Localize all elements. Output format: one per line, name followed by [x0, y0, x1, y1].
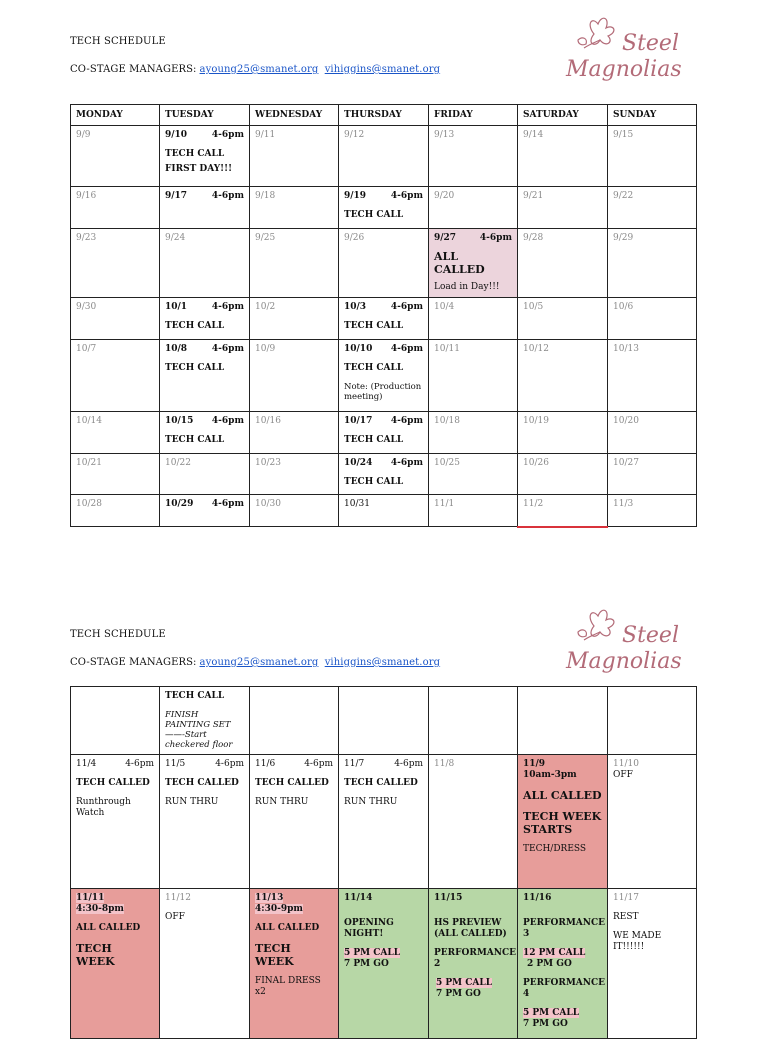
- note-label: REST: [613, 912, 639, 922]
- day-cell: [160, 495, 250, 527]
- go-time: 7 PM GO: [436, 989, 481, 999]
- schedule-table-2: [70, 686, 697, 1039]
- tech-week-label: TECH WEEK: [255, 942, 294, 968]
- day-cell: 10/26: [518, 454, 608, 495]
- email-link-1[interactable]: ayoung25@smanet.org: [199, 657, 319, 668]
- day-cell: [160, 889, 250, 1039]
- week-row: [71, 454, 697, 495]
- day-header: WEDNESDAY: [250, 105, 339, 126]
- day-cell-performance: [429, 889, 518, 1039]
- day-cell: 9/22: [608, 187, 697, 229]
- day-cell: 9/18: [250, 187, 339, 229]
- day-cell: 10/18: [429, 412, 518, 454]
- day-cell: 9/29: [608, 229, 697, 298]
- day-header: FRIDAY: [429, 105, 518, 126]
- day-cell: 10/5: [518, 298, 608, 340]
- note-label: OFF: [613, 770, 633, 780]
- day-cell-performance: [339, 889, 429, 1039]
- day-cell: 10/20: [608, 412, 697, 454]
- call-time: 5 PM CALL: [436, 978, 493, 988]
- week-row: [71, 229, 697, 298]
- day-cell: 9/14: [518, 126, 608, 187]
- day-cell: [339, 687, 429, 755]
- date-label: 10/17: [344, 416, 373, 426]
- time-label: 4:30-8pm: [76, 904, 124, 914]
- day-cell: 11/8: [429, 755, 518, 889]
- day-header: MONDAY: [71, 105, 160, 126]
- day-cell: 9/20: [429, 187, 518, 229]
- schedule-title: TECH SCHEDULE: [70, 36, 166, 47]
- call-label: TECH CALL: [165, 149, 225, 159]
- day-cell: 9/28: [518, 229, 608, 298]
- day-cell: 9/12: [339, 126, 429, 187]
- call-label: TECH CALL: [165, 363, 225, 373]
- managers-label: CO-STAGE MANAGERS:: [70, 657, 197, 668]
- date-label: 11/12: [165, 893, 191, 903]
- logo-text-steel: Steel: [622, 623, 679, 648]
- date-label: 10/1: [165, 302, 188, 312]
- time-label: 4-6pm: [211, 344, 244, 354]
- day-cell: [429, 687, 518, 755]
- call-label: TECH CALL: [344, 363, 404, 373]
- schedule-page-2: [0, 596, 768, 1029]
- note-label: RUN THRU: [344, 797, 398, 807]
- day-cell: [608, 755, 697, 889]
- date-label: 10/10: [344, 344, 373, 354]
- tech-week-label: TECH WEEK STARTS: [523, 810, 602, 836]
- day-cell: 10/7: [71, 340, 160, 412]
- note-label: Load in Day!!!: [434, 282, 500, 292]
- day-cell-performance: [518, 889, 608, 1039]
- day-cell: [339, 755, 429, 889]
- day-cell: 10/12: [518, 340, 608, 412]
- time-label: 4-6pm: [304, 759, 333, 769]
- date-label: 10/29: [165, 499, 194, 509]
- all-called-label: ALL CALLED: [255, 923, 320, 933]
- all-called-label: ALL CALLED: [523, 789, 602, 802]
- day-cell: 10/2: [250, 298, 339, 340]
- call-label: TECH CALL: [165, 691, 225, 701]
- logo-text-steel: Steel: [622, 31, 679, 56]
- all-called-label: ALL CALLED: [434, 250, 485, 276]
- time-label: 4-6pm: [390, 416, 423, 426]
- date-label: 11/5: [165, 759, 186, 769]
- day-cell: [160, 340, 250, 412]
- call-label: TECH CALL: [165, 435, 225, 445]
- day-cell: [518, 687, 608, 755]
- time-label: 4-6pm: [390, 344, 423, 354]
- date-label: 9/10: [165, 130, 188, 140]
- steel-magnolias-logo: [564, 10, 692, 90]
- day-cell: 10/6: [608, 298, 697, 340]
- note-label: RUN THRU: [165, 797, 219, 807]
- week-row: [71, 298, 697, 340]
- day-cell: [160, 755, 250, 889]
- day-cell: 9/25: [250, 229, 339, 298]
- time-label: 4-6pm: [390, 191, 423, 201]
- date-label: 11/14: [344, 893, 373, 903]
- note-label: FINISH PAINTING SET——-Start checkered floor: [165, 710, 233, 750]
- day-cell: [608, 687, 697, 755]
- day-cell: 9/13: [429, 126, 518, 187]
- time-label: 4:30-9pm: [255, 904, 303, 914]
- email-link-2[interactable]: vihiggins@smanet.org: [324, 657, 441, 668]
- day-cell: [71, 755, 160, 889]
- day-cell: [250, 755, 339, 889]
- time-label: 4-6pm: [211, 499, 244, 509]
- time-label: 4-6pm: [390, 458, 423, 468]
- day-cell: [160, 687, 250, 755]
- schedule-title: TECH SCHEDULE: [70, 629, 166, 640]
- day-header: THURSDAY: [339, 105, 429, 126]
- tech-week-label: TECH WEEK: [76, 942, 115, 968]
- date-label: 9/27: [434, 233, 457, 243]
- week-row: [71, 412, 697, 454]
- day-cell: [250, 687, 339, 755]
- date-label: 11/7: [344, 759, 365, 769]
- note-label: FIRST DAY!!!: [165, 164, 233, 174]
- managers-line: [70, 64, 440, 75]
- note-label: Note: (Production meeting): [344, 382, 422, 402]
- steel-magnolias-logo: [564, 602, 692, 682]
- day-cell: 10/21: [71, 454, 160, 495]
- day-header-row: [71, 105, 697, 126]
- call-label: TECH CALL: [344, 435, 404, 445]
- call-time: 5 PM CALL: [523, 1008, 580, 1018]
- day-cell: 11/2: [518, 495, 608, 527]
- time-label: 4-6pm: [211, 191, 244, 201]
- day-cell: [160, 126, 250, 187]
- call-label: TECH CALLED: [165, 778, 239, 788]
- day-cell: 10/28: [71, 495, 160, 527]
- week-row: [71, 340, 697, 412]
- day-cell: 9/9: [71, 126, 160, 187]
- managers-line: [70, 657, 440, 668]
- day-cell-highlight: [518, 755, 608, 889]
- call-label: TECH CALLED: [255, 778, 329, 788]
- date-label: 11/15: [434, 893, 463, 903]
- date-label: 9/17: [165, 191, 188, 201]
- day-cell: 10/16: [250, 412, 339, 454]
- note-label: WE MADE IT!!!!!!: [613, 931, 662, 952]
- day-cell: 11/1: [429, 495, 518, 527]
- day-cell-highlight: [71, 889, 160, 1039]
- day-cell: 9/11: [250, 126, 339, 187]
- day-cell-highlight: [250, 889, 339, 1039]
- date-label: 11/4: [76, 759, 97, 769]
- note-label: OFF: [165, 912, 185, 922]
- logo-text-magnolias: Magnolias: [566, 57, 682, 82]
- date-label: 11/10: [613, 759, 639, 769]
- time-label: 4-6pm: [390, 302, 423, 312]
- day-cell: 10/13: [608, 340, 697, 412]
- day-cell: 9/26: [339, 229, 429, 298]
- day-cell: [339, 187, 429, 229]
- time-label: 4-6pm: [211, 416, 244, 426]
- day-cell: 10/23: [250, 454, 339, 495]
- week-row: [71, 687, 697, 755]
- time-label: 4-6pm: [125, 759, 154, 769]
- day-cell: 10/27: [608, 454, 697, 495]
- day-header: SUNDAY: [608, 105, 697, 126]
- magnolia-flower-icon: [578, 18, 614, 48]
- week-row: [71, 126, 697, 187]
- day-cell: 9/15: [608, 126, 697, 187]
- note-label: RUN THRU: [255, 797, 309, 807]
- schedule-table-1: [70, 104, 697, 528]
- week-row: [71, 755, 697, 889]
- date-label: 10/3: [344, 302, 367, 312]
- day-cell: [608, 889, 697, 1039]
- performance-label: PERFORMANCE 4: [523, 978, 606, 999]
- call-time: 12 PM CALL: [523, 948, 586, 958]
- day-cell: [160, 412, 250, 454]
- go-time: 2 PM GO: [527, 959, 572, 969]
- day-cell: 10/4: [429, 298, 518, 340]
- date-label: 10/15: [165, 416, 194, 426]
- date-label: 11/6: [255, 759, 276, 769]
- go-time: 7 PM GO: [523, 1019, 568, 1029]
- day-cell: [339, 412, 429, 454]
- call-label: TECH CALL: [344, 210, 404, 220]
- date-label: 11/11: [76, 893, 105, 903]
- note-label: TECH/DRESS: [523, 844, 587, 854]
- time-label: 10am-3pm: [523, 770, 577, 780]
- go-time: 7 PM GO: [344, 959, 389, 969]
- day-cell: 10/22: [160, 454, 250, 495]
- day-header: SATURDAY: [518, 105, 608, 126]
- note-label: Runthrough Watch: [76, 797, 131, 818]
- day-cell: 10/30: [250, 495, 339, 527]
- date-label: 11/9: [523, 759, 546, 769]
- day-cell: 10/25: [429, 454, 518, 495]
- day-cell: [71, 687, 160, 755]
- performance-label: PERFORMANCE 2: [434, 948, 517, 969]
- note-label: FINAL DRESS x2: [255, 976, 321, 997]
- date-label: 10/8: [165, 344, 188, 354]
- opening-label: OPENING NIGHT!: [344, 918, 394, 939]
- day-cell: [339, 340, 429, 412]
- week-row: [71, 187, 697, 229]
- email-link-1[interactable]: ayoung25@smanet.org: [199, 64, 319, 75]
- date-label: 9/19: [344, 191, 367, 201]
- day-cell: 9/16: [71, 187, 160, 229]
- day-cell: 9/24: [160, 229, 250, 298]
- day-cell: [160, 187, 250, 229]
- time-label: 4-6pm: [211, 130, 244, 140]
- call-time: 5 PM CALL: [344, 948, 401, 958]
- date-label: 11/13: [255, 893, 284, 903]
- week-row: [71, 889, 697, 1039]
- day-cell-highlight: [429, 229, 518, 298]
- day-cell: 10/31: [339, 495, 429, 527]
- date-label: 11/16: [523, 893, 552, 903]
- call-label: TECH CALLED: [76, 778, 150, 788]
- day-cell: 11/3: [608, 495, 697, 527]
- email-link-2[interactable]: vihiggins@smanet.org: [324, 64, 441, 75]
- time-label: 4-6pm: [479, 233, 512, 243]
- day-cell: 10/11: [429, 340, 518, 412]
- time-label: 4-6pm: [215, 759, 244, 769]
- time-label: 4-6pm: [394, 759, 423, 769]
- day-cell: 9/30: [71, 298, 160, 340]
- day-cell: 9/23: [71, 229, 160, 298]
- week-row: [71, 495, 697, 527]
- date-label: 11/17: [613, 893, 639, 903]
- call-label: TECH CALL: [344, 321, 404, 331]
- day-cell: 10/9: [250, 340, 339, 412]
- date-label: 10/24: [344, 458, 373, 468]
- managers-label: CO-STAGE MANAGERS:: [70, 64, 197, 75]
- day-cell: 10/19: [518, 412, 608, 454]
- day-header: TUESDAY: [160, 105, 250, 126]
- day-cell: 10/14: [71, 412, 160, 454]
- call-label: TECH CALL: [344, 477, 404, 487]
- day-cell: [339, 454, 429, 495]
- call-label: TECH CALL: [165, 321, 225, 331]
- day-cell: [160, 298, 250, 340]
- time-label: 4-6pm: [211, 302, 244, 312]
- performance-label: PERFORMANCE 3: [523, 918, 606, 939]
- logo-text-magnolias: Magnolias: [566, 649, 682, 674]
- preview-label: HS PREVIEW (ALL CALLED): [434, 918, 507, 939]
- all-called-label: ALL CALLED: [76, 923, 141, 933]
- call-label: TECH CALLED: [344, 778, 418, 788]
- day-cell: 9/21: [518, 187, 608, 229]
- magnolia-flower-icon: [578, 610, 614, 640]
- day-cell: [339, 298, 429, 340]
